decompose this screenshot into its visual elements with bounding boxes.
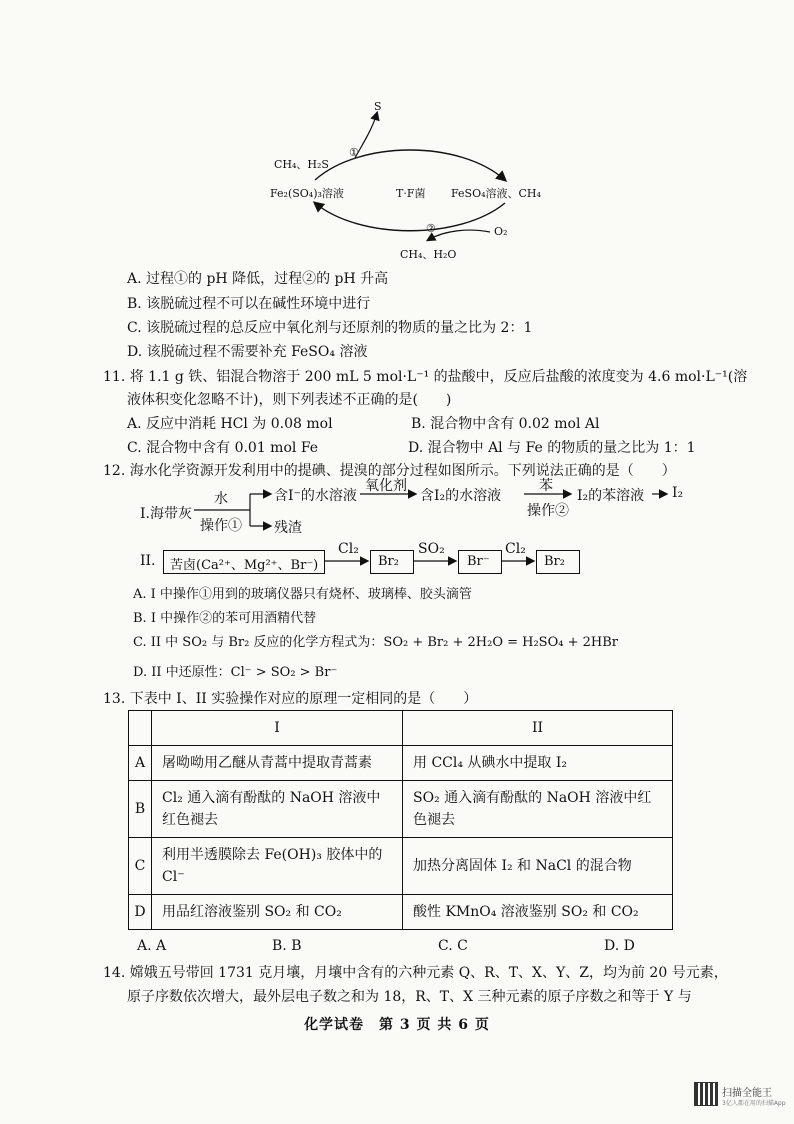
- s-label: S: [374, 100, 382, 113]
- q13-option-c: C. C: [438, 938, 468, 954]
- ch4-h2o-label: CH₄、H₂O: [400, 248, 457, 261]
- row-key: A: [129, 746, 152, 781]
- o2-label: O₂: [494, 225, 508, 238]
- q12-option-d: D. II 中还原性：Cl⁻ > SO₂ > Br⁻: [133, 665, 338, 680]
- flow1-water: 水: [214, 491, 228, 507]
- row-cell-i: 屠呦呦用乙醚从青蒿中提取青蒿素: [152, 746, 403, 781]
- row-cell-i: Cl₂ 通入滴有酚酞的 NaOH 溶液中红色褪去: [152, 781, 403, 838]
- q13-table: [128, 710, 673, 930]
- flow1-oxidant: 氧化剂: [365, 478, 407, 494]
- flow1-start: I.海带灰: [140, 506, 192, 522]
- q13-stem: 13. 下表中 I、II 实验操作对应的原理一定相同的是（ ）: [103, 691, 478, 707]
- flow2-br-minus: Br⁻: [467, 554, 490, 569]
- q10-option-c: C. 该脱硫过程的总反应中氧化剂与还原剂的物质的量之比为 2：1: [127, 320, 533, 336]
- row-key: D: [129, 895, 152, 930]
- q13-option-b: B. B: [272, 938, 302, 954]
- table-row: [129, 895, 673, 930]
- flow1-benzene: 苯: [539, 478, 553, 494]
- q10-option-d: D. 该脱硫过程不需要补充 FeSO₄ 溶液: [127, 344, 368, 360]
- step1-label: ①: [349, 146, 359, 159]
- q11-option-c: C. 混合物中含有 0.01 mol Fe: [127, 440, 319, 456]
- q14-line1: 14. 嫦娥五号带回 1731 克月壤，月壤中含有的六种元素 Q、R、T、X、Y、Z，均为前 20 号元素，: [103, 965, 728, 981]
- flow2-start: II.: [140, 553, 156, 569]
- scanner-logo-subtitle: 3亿人都在用的扫描App: [722, 1100, 786, 1107]
- q11-option-d: D. 混合物中 Al 与 Fe 的物质的量之比为 1：1: [408, 440, 696, 456]
- bacteria-label: T·F菌: [396, 187, 426, 200]
- flow2-so2: SO₂: [418, 541, 445, 557]
- q10-option-a: A. 过程①的 pH 降低，过程②的 pH 升高: [127, 271, 389, 287]
- flow2-cl2-b: Cl₂: [505, 541, 526, 557]
- row-cell-i: 利用半透膜除去 Fe(OH)₃ 胶体中的 Cl⁻: [152, 838, 403, 895]
- row-key: C: [129, 838, 152, 895]
- flow1-op2: 操作②: [527, 503, 569, 519]
- q10-option-b: B. 该脱硫过程不可以在碱性环境中进行: [127, 296, 371, 312]
- flow2-cl2-a: Cl₂: [338, 541, 359, 557]
- row-key: B: [129, 781, 152, 838]
- q11-option-a: A. 反应中消耗 HCl 为 0.08 mol: [127, 416, 333, 432]
- row-cell-ii: 酸性 KMnO₄ 溶液鉴别 SO₂ 和 CO₂: [403, 895, 673, 930]
- flow1-i2: I₂: [672, 485, 684, 501]
- q11-stem-line1: 11. 将 1.1 g 铁、铝混合物溶于 200 mL 5 mol·L⁻¹ 的盐酸中，反应后盐酸的浓度变为 4.6 mol·L⁻¹(溶: [103, 369, 748, 385]
- flow1-residue: 残渣: [274, 520, 302, 536]
- col-header-i: I: [152, 711, 403, 746]
- table-row: [129, 781, 673, 838]
- table-row: [129, 746, 673, 781]
- q12-option-a: A. I 中操作①用到的玻璃仪器只有烧杯、玻璃棒、胶头滴管: [133, 587, 472, 602]
- q12-stem: 12. 海水化学资源开发利用中的提碘、提溴的部分过程如图所示。下列说法正确的是（ ）: [103, 463, 676, 479]
- q13-option-a: A. A: [137, 938, 167, 954]
- flow2-arrows: [0, 540, 794, 580]
- flow2-brine: 苦卤(Ca²⁺、Mg²⁺、Br⁻): [170, 558, 319, 573]
- q14-line2: 原子序数依次增大，最外层电子数之和为 18，R、T、X 三种元素的原子序数之和等于 Y 与: [127, 989, 692, 1005]
- flow1-i2-solution: 含I₂的水溶液: [420, 488, 502, 504]
- feso4-ch4-label: FeSO₄溶液、CH₄: [451, 187, 541, 200]
- q11-stem-line2: 液体积变化忽略不计)，则下列表述不正确的是( ): [127, 392, 452, 408]
- page-footer: 化学试卷 第 3 页 共 6 页: [304, 1017, 490, 1033]
- col-header-ii: II: [403, 711, 673, 746]
- flow1-i2-benzene: I₂的苯溶液: [577, 488, 645, 504]
- table-header-row: [129, 711, 673, 746]
- flow1-iodide-solution: 含I⁻的水溶液: [274, 488, 357, 504]
- flow1-op1: 操作①: [200, 518, 242, 534]
- table-row: [129, 838, 673, 895]
- flow2-br2-b: Br₂: [544, 554, 565, 569]
- fe2so43-label: Fe₂(SO₄)₃溶液: [270, 187, 344, 200]
- row-cell-ii: 用 CCl₄ 从碘水中提取 I₂: [403, 746, 673, 781]
- row-cell-ii: SO₂ 通入滴有酚酞的 NaOH 溶液中红色褪去: [403, 781, 673, 838]
- scanner-logo: 扫描全能王: [722, 1088, 772, 1099]
- row-cell-ii: 加热分离固体 I₂ 和 NaCl 的混合物: [403, 838, 673, 895]
- step2-label: ②: [426, 222, 436, 235]
- q12-option-b: B. I 中操作②的苯可用酒精代替: [133, 611, 317, 626]
- q11-option-b: B. 混合物中含有 0.02 mol Al: [411, 416, 600, 432]
- ch4-h2s-label: CH₄、H₂S: [274, 158, 329, 171]
- row-cell-i: 用品红溶液鉴别 SO₂ 和 CO₂: [152, 895, 403, 930]
- flow2-br2-a: Br₂: [378, 554, 399, 569]
- qr-code-icon: [694, 1082, 718, 1106]
- q12-option-c: C. II 中 SO₂ 与 Br₂ 反应的化学方程式为：SO₂ + Br₂ + 2H₂O = H₂SO₄ + 2HBr: [133, 635, 618, 650]
- q13-option-d: D. D: [604, 938, 635, 954]
